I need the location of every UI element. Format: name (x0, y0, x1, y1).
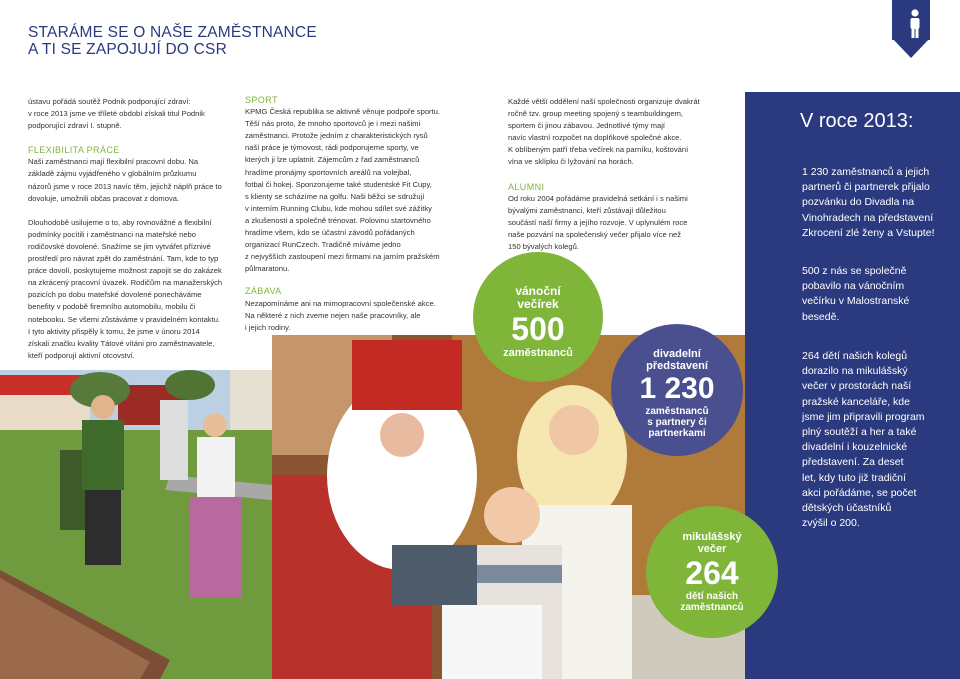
heading-fun: ZÁBAVA (245, 286, 282, 297)
text-line: Dlouhodobě usilujeme o to, aby rovnovážné a flexibilní (28, 217, 212, 227)
theatre-circle (611, 324, 743, 456)
text-line: na zkrácený pracovní úvazek. Rodičům na manažerských (28, 278, 223, 288)
text-line: dětských účastníků (802, 502, 892, 515)
circle-number: 264 (685, 555, 739, 591)
person-icon (900, 8, 930, 40)
circle-label: večer (697, 543, 727, 555)
circle-number: 500 (511, 311, 565, 347)
text-line: sportem či jinou zábavou. Jednotlivé týmy mají (508, 121, 666, 131)
text-line: zvýšil o 200. (802, 517, 860, 530)
sidebar-paragraph-3 (802, 349, 952, 531)
text-line: K oblíbeným patří třeba večírek na parníku, koštování (508, 145, 689, 155)
text-line: večer v prostorách naší (802, 380, 912, 393)
text-line: partnerů či partnerek přijalo (802, 181, 930, 194)
heading-sport: SPORT (245, 95, 278, 105)
text-line: podporující zdraví I. stupně. (28, 121, 122, 131)
circle-label: zaměstnanců (503, 347, 573, 359)
text-line: jsme jim připravili program (802, 410, 925, 423)
text-line: KPMG Česká republika se aktivně věnuje podpoře sportu. (245, 107, 441, 117)
text-line: let, kdy tuto již tradiční (802, 471, 906, 484)
page-title (28, 24, 317, 58)
text-line: s klienty se scházíme na golfu. Naši běžci se sdružují (245, 191, 425, 201)
flexibility-paragraph-2 (28, 217, 243, 362)
text-line: práce dovolí, poskytujeme možnost zapojit se do zakázek (28, 266, 222, 276)
text-line: navíc vlastní rozpočet na doplňkové společné akce. (508, 133, 682, 143)
text-line: Každé větší oddělení naší společnosti organizuje dvakrát (508, 97, 700, 106)
text-line: 264 dětí našich kolegů (802, 350, 908, 362)
text-line: I tyto aktivity přispěly k tomu, že jsme v únoru 2014 (28, 326, 200, 336)
text-line: pozvánku do Divadla na (802, 196, 915, 209)
sport-paragraph (245, 106, 470, 275)
intro-paragraph (28, 96, 243, 132)
text-line: z nejvyšších zastoupení mezi firmami na jarním pražském (245, 252, 440, 262)
circle-label: divadelní (653, 348, 701, 360)
fun-paragraph (245, 298, 470, 334)
text-line: 500 z nás se společně (802, 265, 907, 277)
circle-label: večírek (517, 297, 559, 311)
text-line: 150 bývalých kolegů. (508, 242, 579, 252)
sidebar-title: V roce 2013: (800, 110, 914, 132)
text-line: půlmaratonu. (245, 264, 290, 274)
text-line: podmínky pocítili i zaměstnanci na mateřské nebo (28, 229, 196, 239)
text-line: Na některé z nich zveme nejen naše pracovníky, ale (245, 310, 421, 320)
text-line: naší práce je týmovost, rádi podporujeme sporty, ve (245, 143, 419, 153)
heading-flexibility: FLEXIBILITA PRÁCE (28, 145, 120, 156)
st-nicholas-circle (646, 506, 778, 638)
column-1 (28, 96, 243, 362)
text-line: získali značku kvality Tátové vítáni pro zaměstnavatele, (28, 338, 215, 348)
minigolf-photo (0, 370, 272, 679)
circle-label: zaměstnanců (680, 602, 744, 613)
text-line: pozicích po dobu mateřské dovolené ponecháváme (28, 290, 202, 300)
text-line: benefity v podobě firemního automobilu, mobilu či (28, 302, 196, 312)
circle-label: mikulášský (682, 531, 742, 543)
column-3 (508, 96, 740, 253)
text-line: součástí naší firmy a jejího rozvoje. V uplynulém roce (508, 217, 688, 227)
text-line: divadelní i kouzelnické (802, 441, 908, 454)
text-line: ročně tzv. group meeting spojený s teambuildingem, (508, 109, 684, 119)
text-line: základě zájmu vyjádřeného v globálním průzkumu (28, 169, 197, 179)
text-line: dorazilo na mikulášský (802, 365, 908, 378)
flexibility-paragraph-1 (28, 156, 243, 204)
text-line: i jejich rodiny. (245, 322, 291, 332)
title-line-1: STARÁME SE O NAŠE ZAMĚSTNANCE (28, 24, 317, 41)
text-line: v roce 2013 jsme ve tříleté období získali titul Podnik (28, 109, 205, 119)
text-line: bývalými zaměstnanci, kteří zůstávají důležitou (508, 205, 666, 215)
text-line: Vinohradech na představení (802, 211, 934, 224)
text-line: prostředí pro návrat zpět do zaměstnání. Tam, kde to typ (28, 254, 219, 264)
circle-label: zaměstnanců (645, 406, 709, 417)
text-line: pražské kanceláře, kde (802, 395, 910, 408)
text-line: 1 230 zaměstnanců a jejich (802, 166, 930, 178)
circle-label: dětí našich (685, 591, 739, 602)
text-line: v interním Running Clubu, kde mohou sdílet své zážitky (245, 203, 432, 213)
text-line: vína ve sklípku či lyžování na horách. (508, 157, 634, 167)
text-line: večírku v Malostranské (802, 295, 910, 308)
text-line: naše pozvání na společenský večer přijalo více než (508, 229, 682, 239)
heading-alumni: ALUMNI (508, 181, 545, 192)
sidebar-paragraph-2 (802, 264, 952, 325)
text-line: názorů jsme v roce 2013 navíc těm, jejichž náplň práce to (28, 181, 222, 191)
title-line-2: A TI SE ZAPOJUJÍ DO CSR (28, 41, 227, 58)
text-line: představení. Za deset (802, 456, 904, 469)
text-line: kterých ji lze uplatnit. Zájemcům z řad zaměstnanců (245, 155, 420, 165)
text-line: notebooku. Se všemi zůstáváme v pravidelném kontaktu. (28, 314, 221, 324)
text-line: fotbal či hokej. Sponzorujeme také studentské Fit Cupy, (245, 179, 432, 189)
column-2 (245, 94, 470, 334)
text-line: plný soutěží a her a také (802, 426, 917, 439)
circle-label: partnerkami (648, 428, 706, 439)
circle-label: s partnery či (647, 417, 707, 428)
text-line: hradíme pronájmy sportovních areálů na volejbal, (245, 167, 412, 177)
xmas-party-circle (473, 252, 603, 382)
alumni-paragraph (508, 193, 740, 253)
text-line: Nezapomínáme ani na mimopracovní společenské akce. (245, 298, 436, 308)
text-line: pobavilo na vánočním (802, 280, 905, 293)
corner-arrow (892, 38, 930, 58)
text-line: ústavu pořádá soutěž Podnik podporující zdraví: (28, 97, 191, 106)
sidebar-paragraph-1 (802, 165, 952, 241)
text-line: Naši zaměstnanci mají flexibilní pracovní dobu. Na (28, 157, 199, 167)
text-line: akci pořádáme, se počet (802, 486, 917, 499)
text-line: hradíme všem, kdo se účastní závodů pořádaných (245, 228, 415, 238)
text-line: zaměstnanci. Protože jedním z charakteristických rysů (245, 131, 428, 141)
teambuilding-paragraph (508, 96, 740, 169)
circle-label: představení (646, 360, 708, 372)
text-line: kteří podporují aktivní otcovství. (28, 350, 135, 360)
text-line: dovoluje, umožnili občas pracovat z domova. (28, 193, 180, 203)
text-line: Od roku 2004 pořádáme pravidelná setkání i s našimi (508, 193, 688, 203)
text-line: Zkrocení zlé ženy a Vstupte! (802, 226, 935, 239)
text-line: Těší nás proto, že mnoho sportovců je i mezi našimi (245, 119, 421, 129)
text-line: besedě. (802, 310, 840, 323)
circle-label: vánoční (515, 284, 561, 298)
text-line: rodičovské dovolené. Snažíme se jim vytvářet příznivé (28, 241, 211, 251)
text-line: a zkušenosti a společně trénovat. Polovinu startovného (245, 215, 431, 225)
circle-number: 1 230 (639, 372, 715, 405)
text-line: organizací RunCzech. Tradičně míváme jedno (245, 240, 401, 250)
